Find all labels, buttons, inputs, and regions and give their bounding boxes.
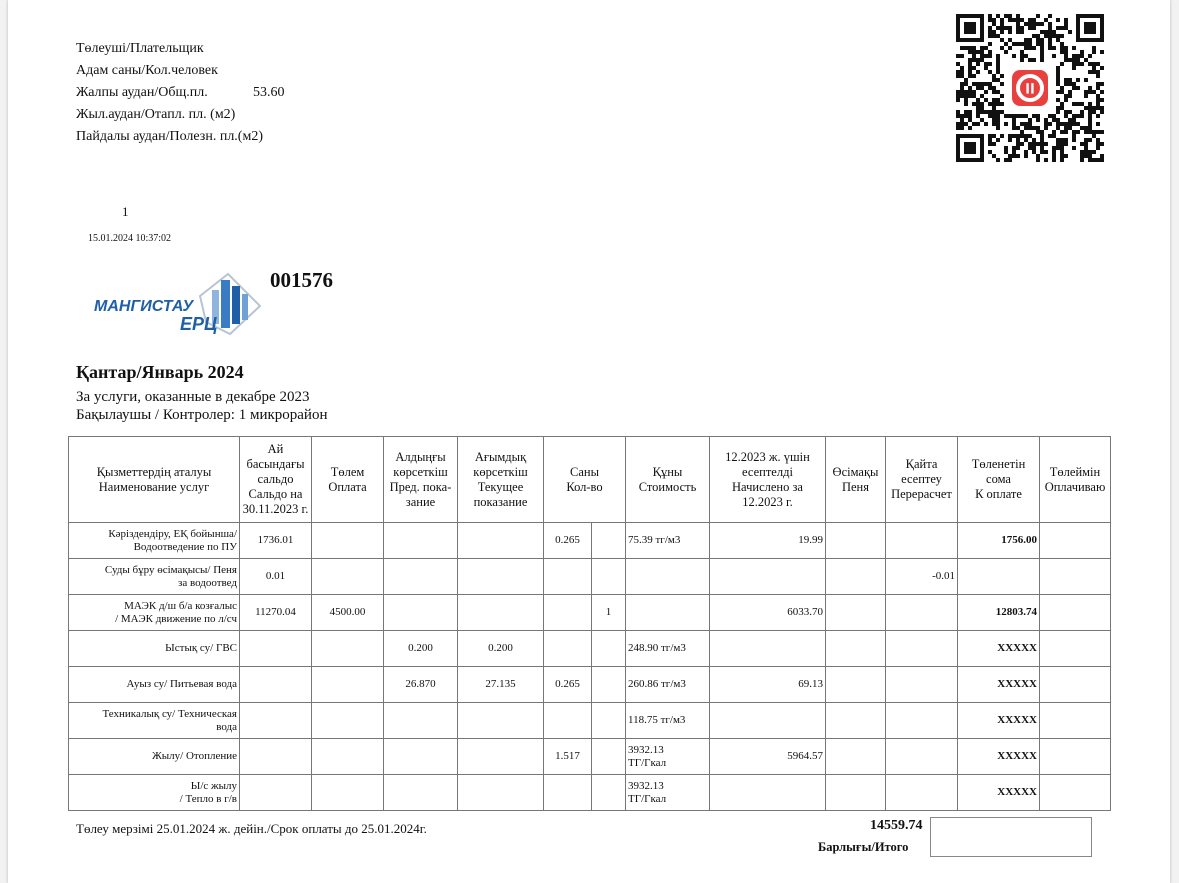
- recalc-cell: [886, 667, 958, 703]
- payment-due: Төлеу мерзімі 25.01.2024 ж. дейін./Срок оплаты до 25.01.2024г.: [76, 821, 427, 836]
- qr-code: [956, 14, 1104, 162]
- header-line: зание: [405, 494, 436, 509]
- table-row: [69, 559, 1111, 595]
- billing-month: Қантар/Январь 2024: [76, 362, 244, 382]
- prev-reading-cell: [384, 703, 458, 739]
- prev-reading-cell: [384, 559, 458, 595]
- header-line: Төлем: [330, 464, 365, 479]
- charged-cell: 69.13: [710, 667, 826, 703]
- header-line: Оплата: [328, 479, 367, 494]
- charged-cell: 19.99: [710, 523, 826, 559]
- service-name: [69, 595, 240, 631]
- prev-reading-cell: [384, 523, 458, 559]
- to-pay-cell: XXXXX: [958, 631, 1040, 667]
- header-line: Пеня: [841, 479, 869, 494]
- col-prev-reading: [384, 437, 458, 523]
- quantity-cell: 1.517: [544, 739, 592, 775]
- col-recalc: [886, 437, 958, 523]
- header-line: 30.11.2023 г.: [242, 502, 309, 516]
- recalc-cell: [886, 523, 958, 559]
- header-line: Кол-во: [566, 479, 603, 494]
- cost-cell-line: 3932.13: [628, 779, 664, 792]
- saldo-cell: [240, 775, 312, 811]
- cost-cell: [626, 703, 710, 739]
- header-line: көрсеткіш: [393, 464, 448, 479]
- service-name-line: МАЭК д/ш б/а козғалыс: [124, 599, 237, 612]
- curr-reading-cell: [458, 559, 544, 595]
- charged-cell: 6033.70: [710, 595, 826, 631]
- header-line: 12.2023 ж. үшін: [725, 449, 810, 464]
- service-name-line: Жылу/ Отопление: [151, 750, 237, 762]
- saldo-cell: [240, 703, 312, 739]
- quantity-extra-cell: [592, 703, 626, 739]
- curr-reading-cell: [458, 739, 544, 775]
- saldo-cell: 0.01: [240, 559, 312, 595]
- header-line: сома: [986, 472, 1011, 486]
- logo-text-line2: ЕРЦ: [180, 314, 218, 334]
- penalty-cell: [826, 631, 886, 667]
- service-name: [69, 775, 240, 811]
- service-name-line: вода: [216, 720, 237, 733]
- services-table: [68, 436, 1111, 811]
- quantity-extra-cell: [592, 667, 626, 703]
- payment-cell: [312, 739, 384, 775]
- quantity-extra-cell: 1: [592, 595, 626, 631]
- header-line: Ай: [267, 442, 284, 456]
- heated-area-label: Жыл.аудан/Отапл. пл. (м2): [76, 107, 236, 122]
- col-payment: [312, 437, 384, 523]
- quantity-cell: [544, 631, 592, 667]
- header-line: Пред. пока-: [389, 479, 452, 494]
- col-charged: [710, 437, 826, 523]
- header-line: Саны: [570, 464, 599, 479]
- table-row: [69, 595, 1111, 631]
- to-pay-cell: XXXXX: [958, 667, 1040, 703]
- header-line: есептелді: [742, 464, 793, 479]
- saldo-cell: [240, 739, 312, 775]
- header-line: показание: [473, 494, 528, 509]
- to-pay-cell: XXXXX: [958, 703, 1040, 739]
- recalc-cell: [886, 775, 958, 811]
- curr-reading-cell: [458, 775, 544, 811]
- service-name-line: Суды бұру өсімақысы/ Пеня: [104, 563, 237, 576]
- table-row: [69, 523, 1111, 559]
- table-row: [69, 739, 1111, 775]
- quantity-cell: 0.265: [544, 523, 592, 559]
- payment-cell: 4500.00: [312, 595, 384, 631]
- penalty-cell: [826, 559, 886, 595]
- service-name-line: Водоотведение по ПУ: [133, 540, 237, 553]
- paying-cell[interactable]: [1040, 595, 1111, 631]
- penalty-cell: [826, 775, 886, 811]
- header-line: Төленетін: [971, 457, 1026, 471]
- penalty-cell: [826, 523, 886, 559]
- header-line: Наименование услуг: [98, 479, 210, 494]
- prev-reading-cell: 0.200: [384, 631, 458, 667]
- cost-cell-line: ТГ/Гкал: [628, 756, 667, 769]
- to-pay-cell: 1756.00: [958, 523, 1040, 559]
- header-line: Құны: [652, 464, 683, 479]
- document-number: 001576: [270, 268, 333, 292]
- grand-total: 14559.74: [870, 818, 923, 833]
- cost-cell: [626, 775, 710, 811]
- header-line: Алдыңғы: [395, 449, 446, 464]
- recalc-cell: [886, 595, 958, 631]
- to-pay-cell: XXXXX: [958, 739, 1040, 775]
- total-area-row: [76, 82, 285, 104]
- table-row: [69, 631, 1111, 667]
- quantity-extra-cell: [592, 631, 626, 667]
- quantity-extra-cell: [592, 559, 626, 595]
- service-name: [69, 523, 240, 559]
- to-pay-cell: 12803.74: [958, 595, 1040, 631]
- col-quantity: [544, 437, 626, 523]
- payment-cell: [312, 523, 384, 559]
- service-name-line: / МАЭК движение по л/сч: [115, 612, 237, 625]
- cost-cell: [626, 667, 710, 703]
- payment-cell: [312, 775, 384, 811]
- paying-cell[interactable]: [1040, 703, 1111, 739]
- header-line: көрсеткіш: [473, 464, 528, 479]
- quantity-extra-cell: [592, 523, 626, 559]
- header-line: Стоимость: [638, 479, 697, 494]
- curr-reading-cell: 27.135: [458, 667, 544, 703]
- header-line: Төлеймін: [1049, 464, 1101, 479]
- col-penalty: [826, 437, 886, 523]
- controller-info: Бақылаушы / Контролер: 1 микрорайон: [76, 407, 328, 423]
- col-to-pay: [958, 437, 1040, 523]
- quantity-cell: [544, 775, 592, 811]
- cost-cell: [626, 595, 710, 631]
- service-name-line: Ыстық су/ ГВС: [165, 642, 237, 654]
- paying-cell[interactable]: [1040, 667, 1111, 703]
- saldo-cell: [240, 631, 312, 667]
- invoice-page: [8, 0, 1170, 883]
- header-line: сальдо: [257, 472, 294, 486]
- cost-cell-line: 118.75 тг/м3: [628, 714, 686, 726]
- service-name-line: Ы/с жылу: [190, 779, 237, 792]
- cost-cell: [626, 523, 710, 559]
- header-line: Қайта: [905, 457, 938, 471]
- quantity-cell: 0.265: [544, 667, 592, 703]
- table-row: [69, 667, 1111, 703]
- company-logo: [88, 268, 270, 342]
- header-line: басындағы: [246, 457, 305, 471]
- paying-cell[interactable]: [1040, 559, 1111, 595]
- services-period: За услуги, оказанные в декабре 2023: [76, 389, 310, 405]
- saldo-cell: 11270.04: [240, 595, 312, 631]
- col-paying: [1040, 437, 1111, 523]
- useful-area-label: Пайдалы аудан/Полезн. пл.(м2): [76, 129, 263, 144]
- header-line: Перерасчет: [891, 487, 952, 501]
- charged-cell: [710, 703, 826, 739]
- quantity-extra-cell: [592, 775, 626, 811]
- prev-reading-cell: 26.870: [384, 667, 458, 703]
- payment-cell: [312, 667, 384, 703]
- cost-cell-line: 75.39 тг/м3: [628, 534, 681, 546]
- header-line: есептеу: [901, 472, 942, 486]
- payment-cell: [312, 703, 384, 739]
- service-name: [69, 739, 240, 775]
- paying-cell[interactable]: [1040, 631, 1111, 667]
- cost-cell-line: 260.86 тг/м3: [628, 678, 686, 690]
- service-name-line: Техникалық су/ Техническая: [102, 707, 237, 720]
- paying-cell[interactable]: [1040, 739, 1111, 775]
- header-line: Ағымдық: [474, 449, 527, 464]
- prev-reading-cell: [384, 739, 458, 775]
- curr-reading-cell: [458, 595, 544, 631]
- recalc-cell: -0.01: [886, 559, 958, 595]
- header-line: Өсімақы: [832, 464, 879, 479]
- col-service-name: [69, 437, 240, 523]
- table-row: [69, 703, 1111, 739]
- col-curr-reading: [458, 437, 544, 523]
- service-name-line: за водоотвед: [177, 576, 237, 589]
- cost-cell: [626, 559, 710, 595]
- service-name-line: Ауыз су/ Питьевая вода: [126, 678, 237, 690]
- penalty-cell: [826, 739, 886, 775]
- prev-reading-cell: [384, 595, 458, 631]
- paying-cell[interactable]: [1040, 523, 1111, 559]
- header-line: Начислено за: [732, 479, 803, 494]
- payer-label: Төлеуші/Плательщик: [76, 41, 204, 56]
- penalty-cell: [826, 595, 886, 631]
- payment-cell: [312, 631, 384, 667]
- service-name-line: Кәріздендіру, ЕҚ бойынша/: [108, 527, 237, 540]
- payer-info: [76, 38, 285, 148]
- logo-text-line1: МАНГИСТАУ: [94, 298, 194, 315]
- saldo-cell: [240, 667, 312, 703]
- people-label: Адам саны/Кол.человек: [76, 63, 218, 78]
- charged-cell: [710, 631, 826, 667]
- cost-cell: [626, 739, 710, 775]
- timestamp: 15.01.2024 10:37:02: [88, 233, 172, 244]
- recalc-cell: [886, 739, 958, 775]
- curr-reading-cell: [458, 703, 544, 739]
- total-area-value: 53.60: [253, 85, 285, 100]
- prev-reading-cell: [384, 775, 458, 811]
- quantity-extra-cell: [592, 739, 626, 775]
- payment-cell: [312, 559, 384, 595]
- to-pay-cell: [958, 559, 1040, 595]
- amount-paying-field[interactable]: [930, 817, 1092, 857]
- service-name: [69, 559, 240, 595]
- header-line: Текущее: [477, 479, 524, 494]
- cost-cell-line: 3932.13: [628, 743, 664, 756]
- quantity-cell: [544, 595, 592, 631]
- recalc-cell: [886, 631, 958, 667]
- quantity-cell: [544, 559, 592, 595]
- quantity-cell: [544, 703, 592, 739]
- copy-number: 1: [122, 204, 129, 219]
- saldo-cell: 1736.01: [240, 523, 312, 559]
- charged-cell: [710, 559, 826, 595]
- penalty-cell: [826, 703, 886, 739]
- service-name: [69, 667, 240, 703]
- header-line: Қызметтердің аталуы: [96, 464, 212, 479]
- header-line: К оплате: [975, 487, 1022, 501]
- col-saldo: [240, 437, 312, 523]
- header-line: Оплачиваю: [1044, 479, 1106, 494]
- charged-cell: 5964.57: [710, 739, 826, 775]
- service-name: [69, 703, 240, 739]
- paying-cell[interactable]: [1040, 775, 1111, 811]
- cost-cell: [626, 631, 710, 667]
- cost-cell-line: 248.90 тг/м3: [628, 642, 686, 654]
- total-area-label: Жалпы аудан/Общ.пл.: [76, 85, 208, 100]
- grand-total-label: Барлығы/Итого: [818, 840, 909, 854]
- service-name: [69, 631, 240, 667]
- curr-reading-cell: 0.200: [458, 631, 544, 667]
- col-cost: [626, 437, 710, 523]
- cost-cell-line: ТГ/Гкал: [628, 792, 667, 805]
- header-line: Сальдо на: [248, 487, 303, 501]
- to-pay-cell: XXXXX: [958, 775, 1040, 811]
- table-header-row: [69, 437, 1111, 523]
- curr-reading-cell: [458, 523, 544, 559]
- service-name-line: / Тепло в г/в: [179, 792, 237, 805]
- recalc-cell: [886, 703, 958, 739]
- header-line: 12.2023 г.: [742, 494, 793, 509]
- table-row: [69, 775, 1111, 811]
- penalty-cell: [826, 667, 886, 703]
- charged-cell: [710, 775, 826, 811]
